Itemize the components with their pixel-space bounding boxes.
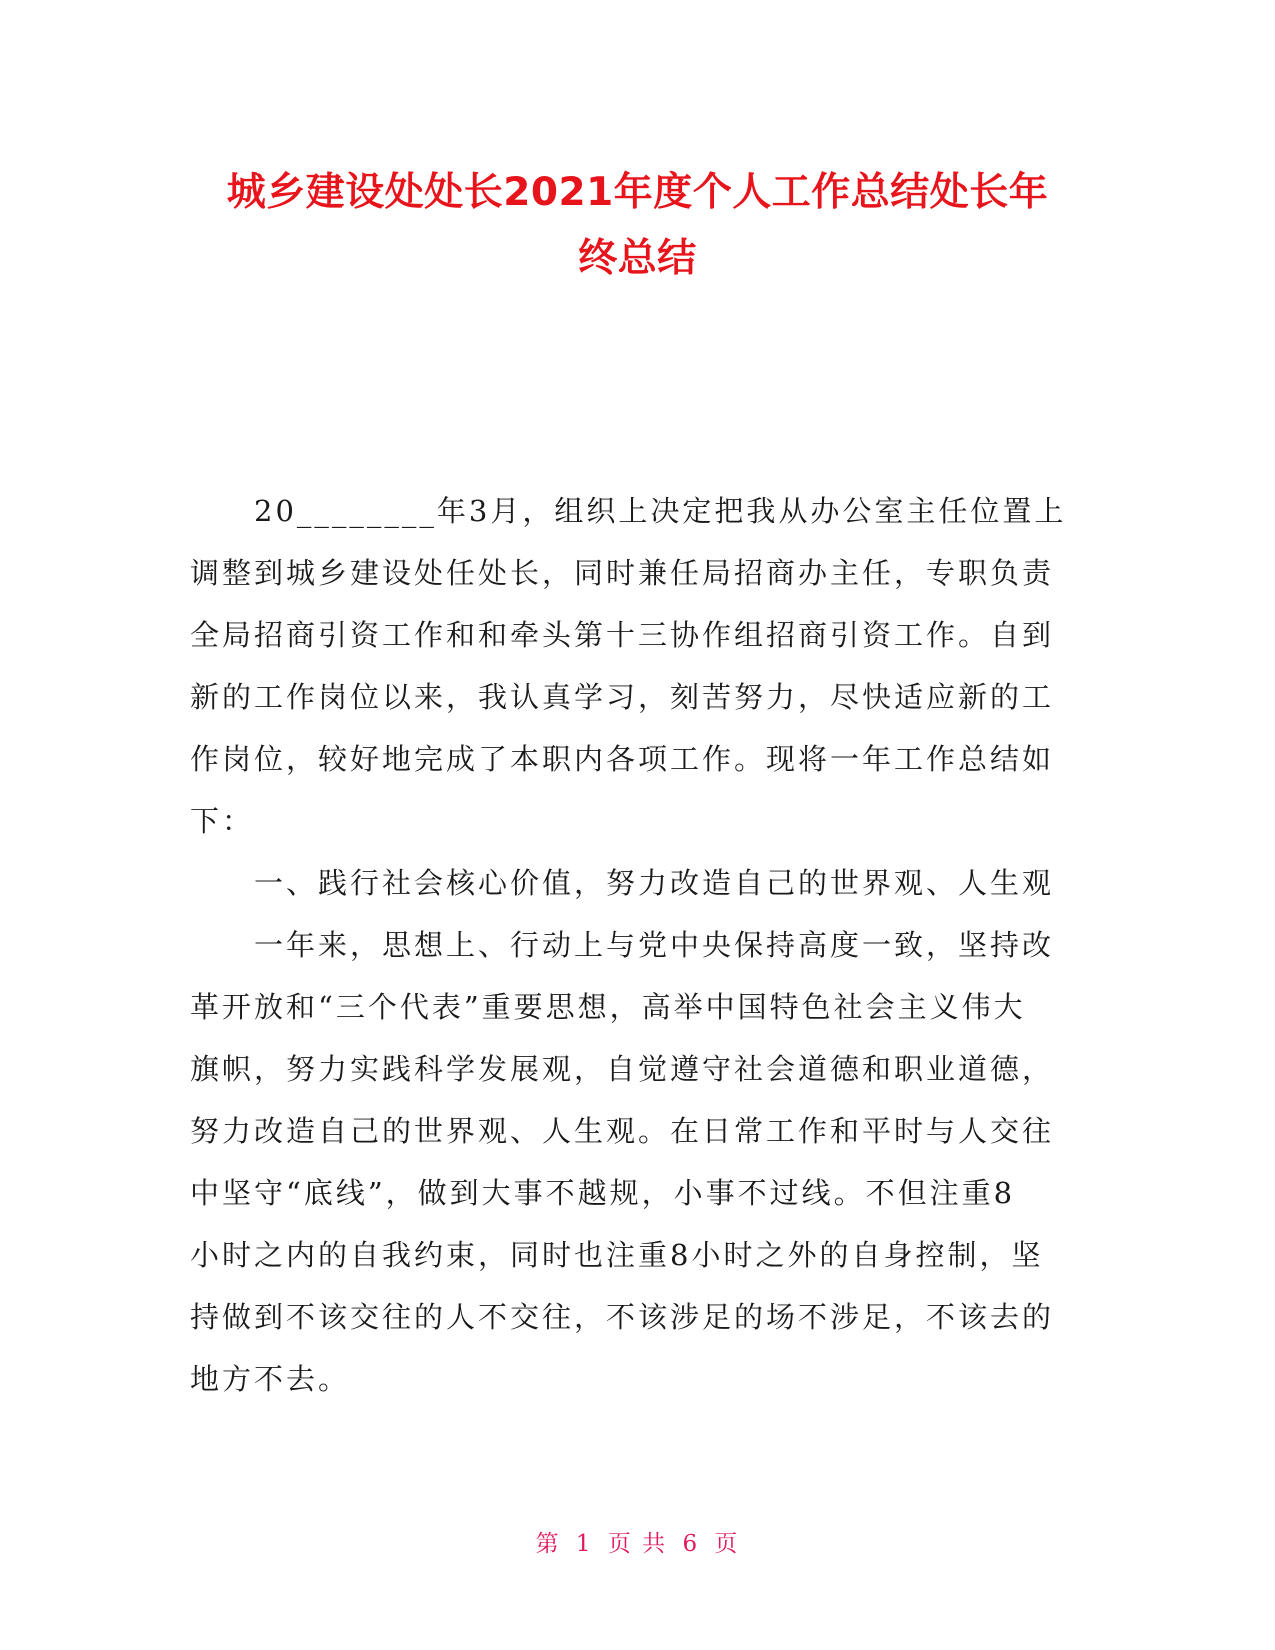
page-footer: [0, 1525, 1275, 1558]
footer-middle: 页 共: [607, 1531, 668, 1557]
paragraph-line: 下：: [190, 804, 255, 838]
paragraph-line: 小时之内的自我约束，同时也注重8小时之外的自身控制，坚: [190, 1238, 1044, 1272]
paragraph-line: 调整到城乡建设处任处长，同时兼任局招商办主任，专职负责: [190, 556, 1055, 590]
paragraph-line: 持做到不该交往的人不交往，不该涉足的场不涉足，不该去的: [190, 1300, 1055, 1334]
document-title: [160, 160, 1115, 292]
page-number: 1: [575, 1531, 593, 1557]
paragraph-line: 地方不去。: [190, 1362, 351, 1396]
title-line: 城乡建设处处长2021年度个人工作总结处长年: [226, 170, 1049, 215]
paragraph-line: 20________年3月，组织上决定把我从办公室主任位置上: [190, 494, 1067, 528]
title-line: 终总结: [578, 236, 697, 281]
footer-prefix: 第: [535, 1531, 561, 1557]
paragraph-line: 努力改造自己的世界观、人生观。在日常工作和平时与人交往: [190, 1114, 1055, 1148]
paragraph-line: 中坚守“底线”，做到大事不越规，小事不过线。不但注重8: [190, 1176, 1016, 1210]
footer-suffix: 页: [714, 1531, 740, 1557]
paragraph-line: 新的工作岗位以来，我认真学习，刻苦努力，尽快适应新的工: [190, 680, 1055, 714]
paragraph-line: 一年来，思想上、行动上与党中央保持高度一致，坚持改: [190, 928, 1055, 962]
document-body: [190, 480, 1090, 1410]
section-heading: 一、践行社会核心价值，努力改造自己的世界观、人生观: [190, 866, 1055, 900]
paragraph-line: 旗帜，努力实践科学发展观，自觉遵守社会道德和职业道德，: [190, 1052, 1055, 1086]
paragraph-line: 全局招商引资工作和和牵头第十三协作组招商引资工作。自到: [190, 618, 1055, 652]
paragraph-line: 革开放和“三个代表”重要思想，高举中国特色社会主义伟大: [190, 990, 1026, 1024]
total-pages: 6: [682, 1531, 700, 1557]
paragraph-line: 作岗位，较好地完成了本职内各项工作。现将一年工作总结如: [190, 742, 1055, 776]
